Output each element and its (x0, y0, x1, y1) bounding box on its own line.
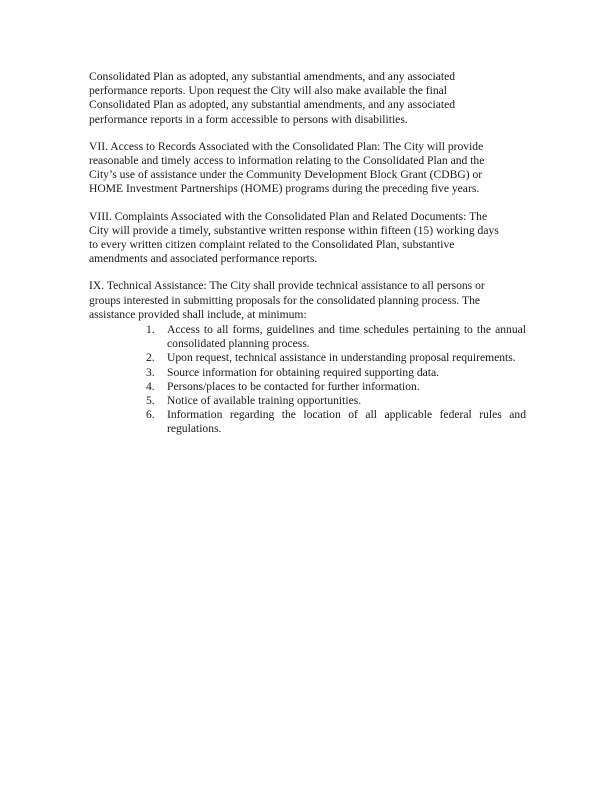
paragraph-consolidated-plan (89, 70, 526, 127)
text-line: City’s use of assistance under the Community Development Block Grant (CDBG) or (89, 168, 483, 182)
technical-assistance-list (89, 323, 526, 437)
text-line: reasonable and timely access to information relating to the Consolidated Plan and the (89, 154, 485, 168)
text-line: VII. Access to Records Associated with the Consolidated Plan: The City will provide (89, 139, 484, 153)
list-item (89, 380, 526, 394)
list-item-text: Upon request, technical assistance in understanding proposal requirements. (167, 351, 516, 365)
list-item-number: 6. (146, 408, 155, 422)
document-page (89, 70, 526, 437)
list-item-text: Notice of available training opportunities. (167, 394, 362, 408)
text-line: HOME Investment Partnerships (HOME) programs during the preceding five years. (89, 182, 480, 196)
list-item-text: Source information for obtaining required supporting data. (167, 365, 440, 379)
text-line: City will provide a timely, substantive written response within fifteen (15) working days (89, 223, 499, 237)
text-line: IX. Technical Assistance: The City shall provide technical assistance to all persons or (89, 279, 485, 293)
text-line: Consolidated Plan as adopted, any substantial amendments, and any associated (89, 98, 456, 112)
list-item (89, 366, 526, 380)
text-line: groups interested in submitting proposals for the consolidated planning process. The (89, 293, 481, 307)
list-item-text: Persons/places to be contacted for further information. (167, 379, 420, 393)
list-item (89, 323, 526, 351)
list-item (89, 351, 526, 365)
text-line: performance reports. Upon request the City will also make available the final (89, 84, 447, 98)
list-item-number: 2. (146, 351, 155, 365)
section-vii-access-to-records (89, 140, 526, 197)
text-line: assistance provided shall include, at minimum: (89, 307, 307, 321)
text-line: performance reports in a form accessible to persons with disabilities. (89, 112, 408, 126)
text-line: Consolidated Plan as adopted, any substantial amendments, and any associated (89, 70, 456, 83)
text-line: VIII. Complaints Associated with the Consolidated Plan and Related Documents: The (89, 209, 488, 223)
section-viii-complaints (89, 210, 526, 267)
text-line: to every written citizen complaint related to the Consolidated Plan, substantive (89, 238, 455, 252)
list-item-number: 3. (146, 365, 155, 379)
list-item-text: Access to all forms, guidelines and time schedules pertaining to the annual consolidated planning process. (167, 323, 526, 351)
section-ix-technical-assistance (89, 279, 526, 322)
list-item-text: Information regarding the location of all applicable federal rules and regulations. (167, 408, 526, 436)
text-line: amendments and associated performance reports. (89, 252, 318, 266)
list-item (89, 408, 526, 436)
list-item-number: 5. (146, 394, 155, 408)
list-item-number: 1. (146, 323, 155, 337)
list-item-number: 4. (146, 379, 155, 393)
list-item (89, 394, 526, 408)
